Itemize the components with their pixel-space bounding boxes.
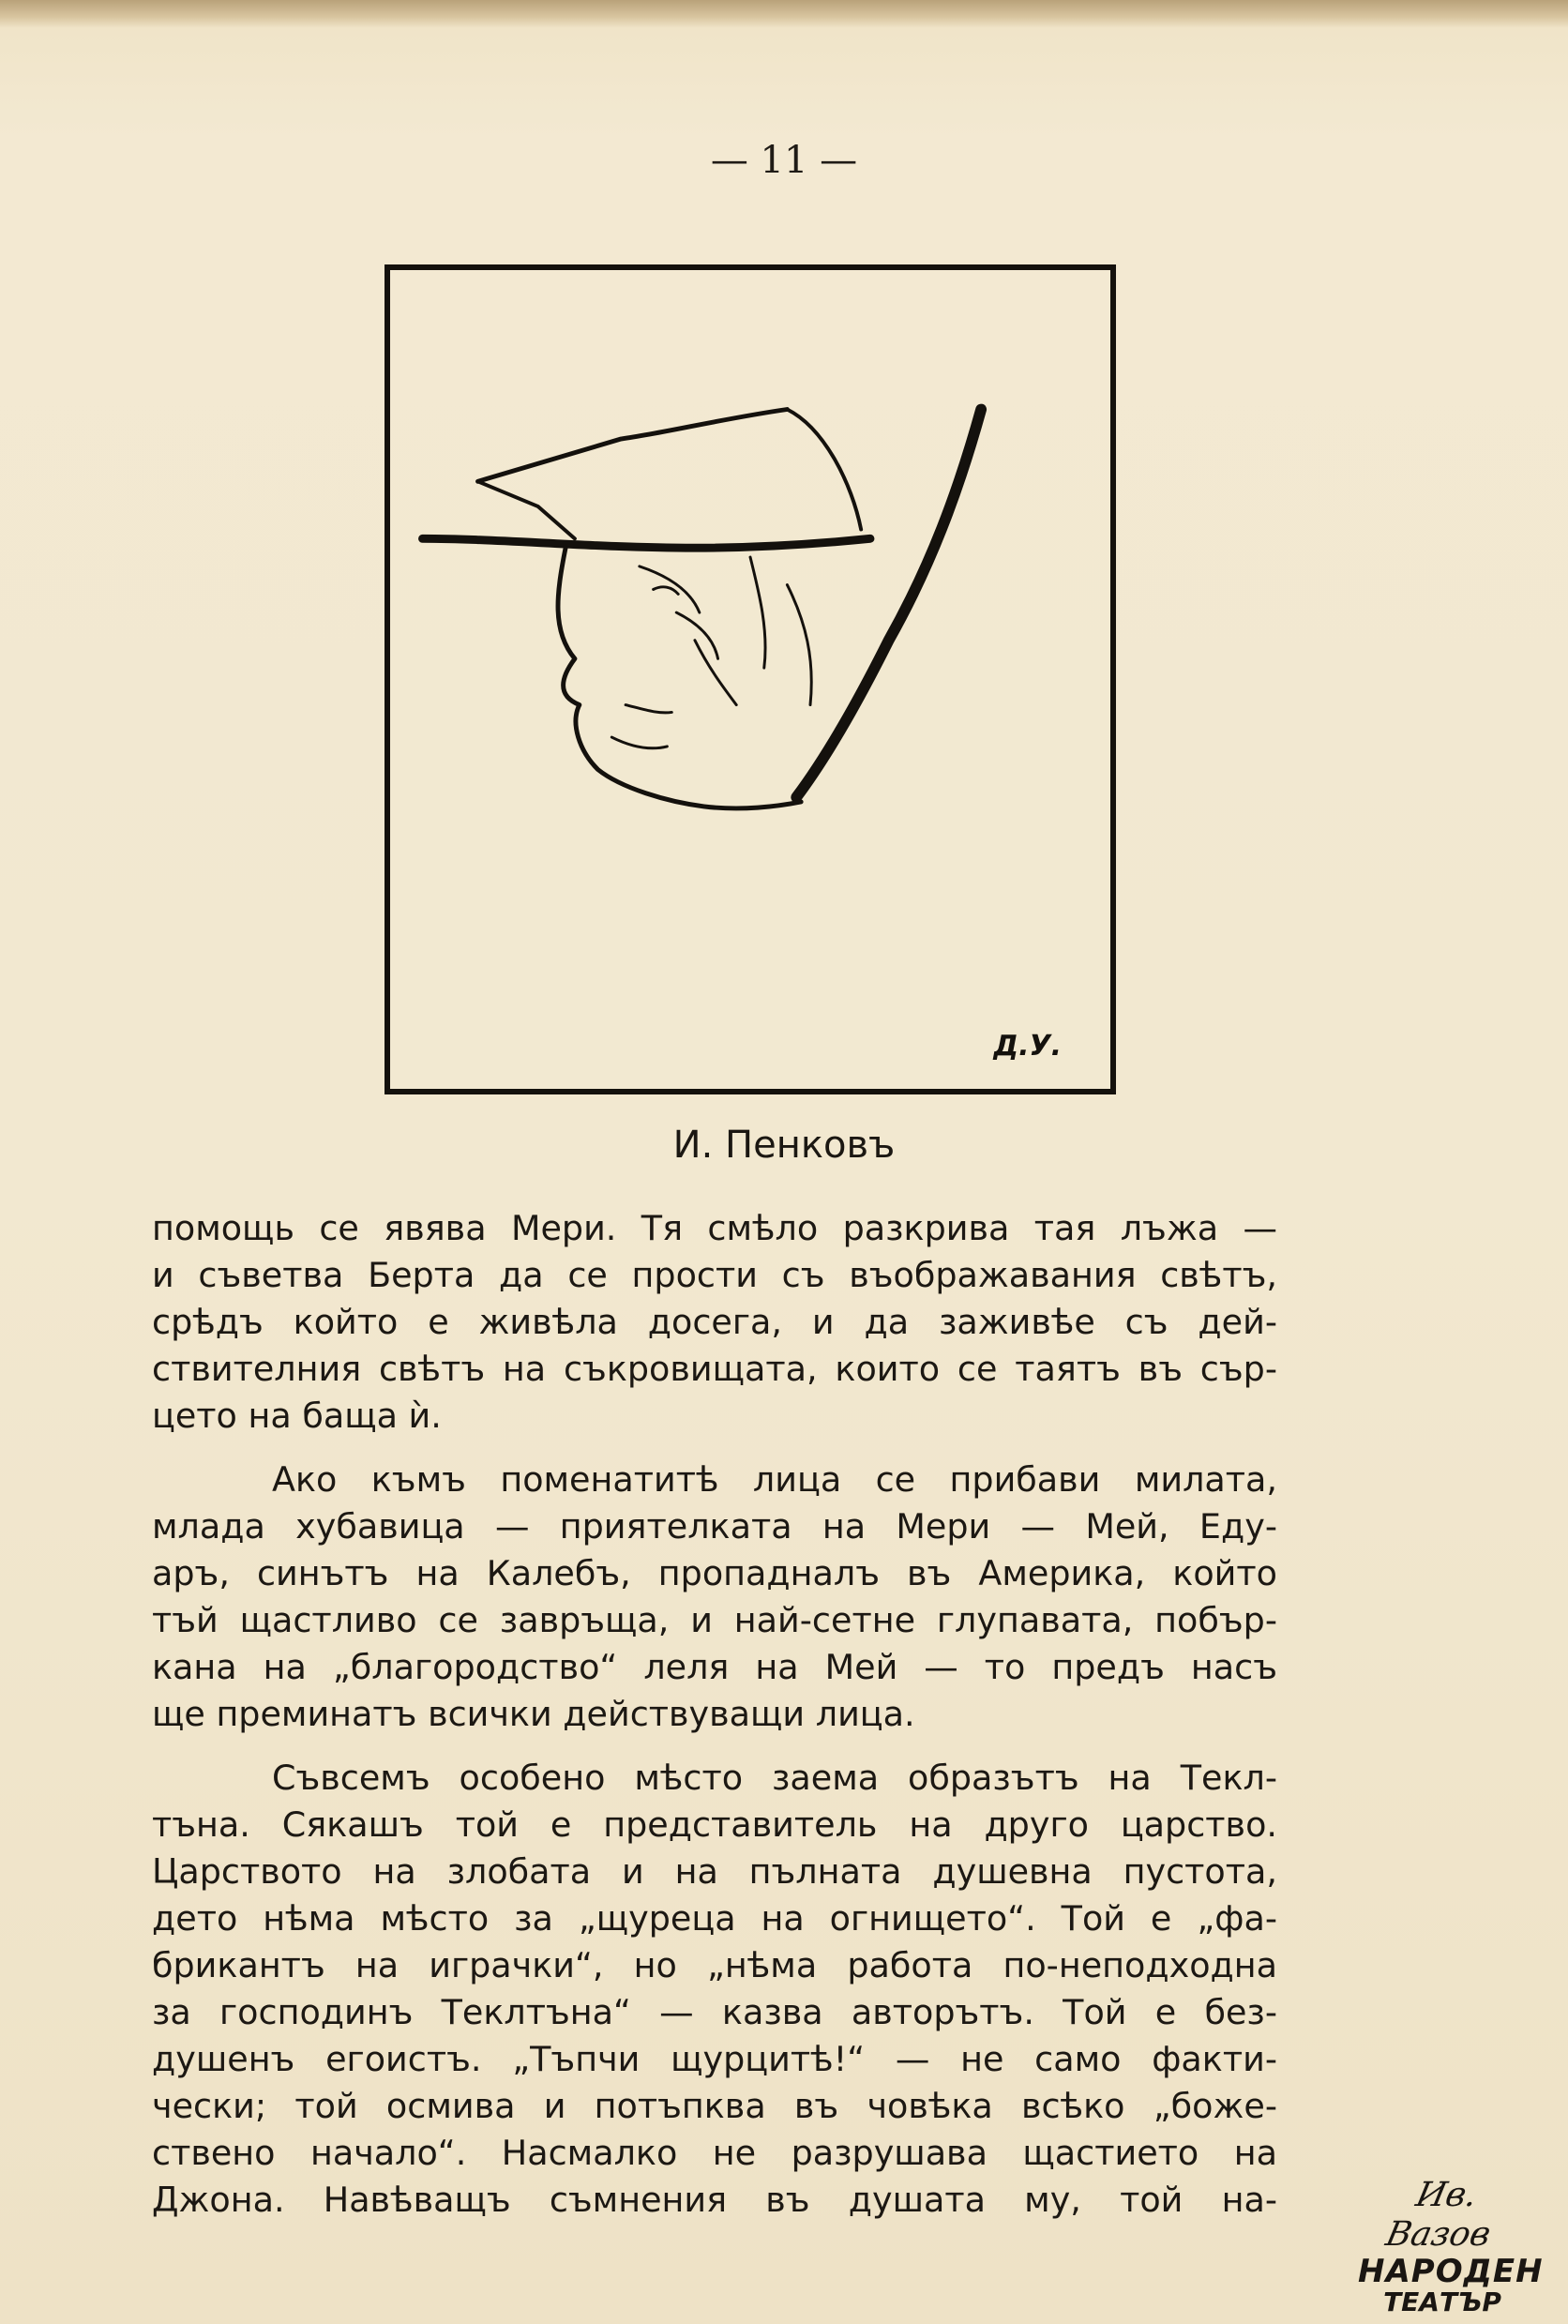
text-line: цето на баща ѝ. [152, 1396, 442, 1436]
text-line: ствено начало“. Насмалко не разрушава щастието на [152, 2133, 1277, 2173]
text-line: ще преминатъ всички действуващи лица. [152, 1694, 915, 1734]
text-line: Съвсемъ особено мѣсто заема образътъ на Текл- [272, 1758, 1277, 1798]
text-line: помощь се явява Мери. Тя смѣло разкрива тая лъжа — [152, 1208, 1277, 1248]
logo-script: Ив. Вазов [1382, 2176, 1495, 2254]
portrait-caption: И. Пенковъ [672, 1124, 896, 1167]
logo-line-2: ТЕАТЪР [1383, 2286, 1501, 2317]
text-line: кана на „благородство“ леля на Мей — то предъ насъ [152, 1647, 1277, 1687]
text-line: тъй щастливо се завръща, и най-сетне глупавата, побър- [152, 1600, 1277, 1640]
artist-signature: Д.У. [993, 1030, 1062, 1063]
portrait-sketch [390, 270, 1110, 1089]
text-line: за господинъ Теклтъна“ — казва авторътъ. Той е без- [152, 1992, 1277, 2032]
torn-page-edge [0, 0, 1568, 28]
text-line: млада хубавица — приятелката на Мери — Мей, Еду- [152, 1506, 1277, 1547]
national-theatre-logo [1358, 2176, 1544, 2317]
text-line: ствителния свѣтъ на съкровищата, които се таятъ въ сър- [152, 1349, 1277, 1389]
page-number: — 11 — [710, 139, 858, 182]
text-line: и съветва Берта да се прости съ въображавания свѣтъ, [152, 1255, 1277, 1295]
logo-line-1: НАРОДЕН [1358, 2253, 1544, 2290]
text-line: тъна. Сякашъ той е представитель на друго царство. [152, 1804, 1277, 1845]
text-line: душенъ егоистъ. „Тъпчи щурцитѣ!“ — не само факти- [152, 2039, 1277, 2079]
text-line: аръ, синътъ на Калебъ, пропадналъ въ Америка, който [152, 1553, 1277, 1593]
text-line: дето нѣма мѣсто за „щуреца на огнището“. Той е „фа- [152, 1898, 1277, 1939]
portrait-drawing [384, 264, 1116, 1094]
text-line: чески; той осмива и потъпква въ човѣка всѣко „боже- [152, 2086, 1277, 2126]
text-line: Царството на злобата и на пълната душевна пустота, [152, 1851, 1277, 1892]
body-text [152, 1205, 1277, 2224]
text-line: брикантъ на играчки“, но „нѣма работа по-неподходна [152, 1945, 1277, 1985]
text-line: Джона. Навѣващъ съмнения въ душата му, той на- [152, 2180, 1277, 2220]
text-line: срѣдъ който е живѣла досега, и да заживѣе съ дей- [152, 1302, 1277, 1342]
text-line: Ако къмъ поменатитѣ лица се прибави милата, [272, 1459, 1277, 1500]
